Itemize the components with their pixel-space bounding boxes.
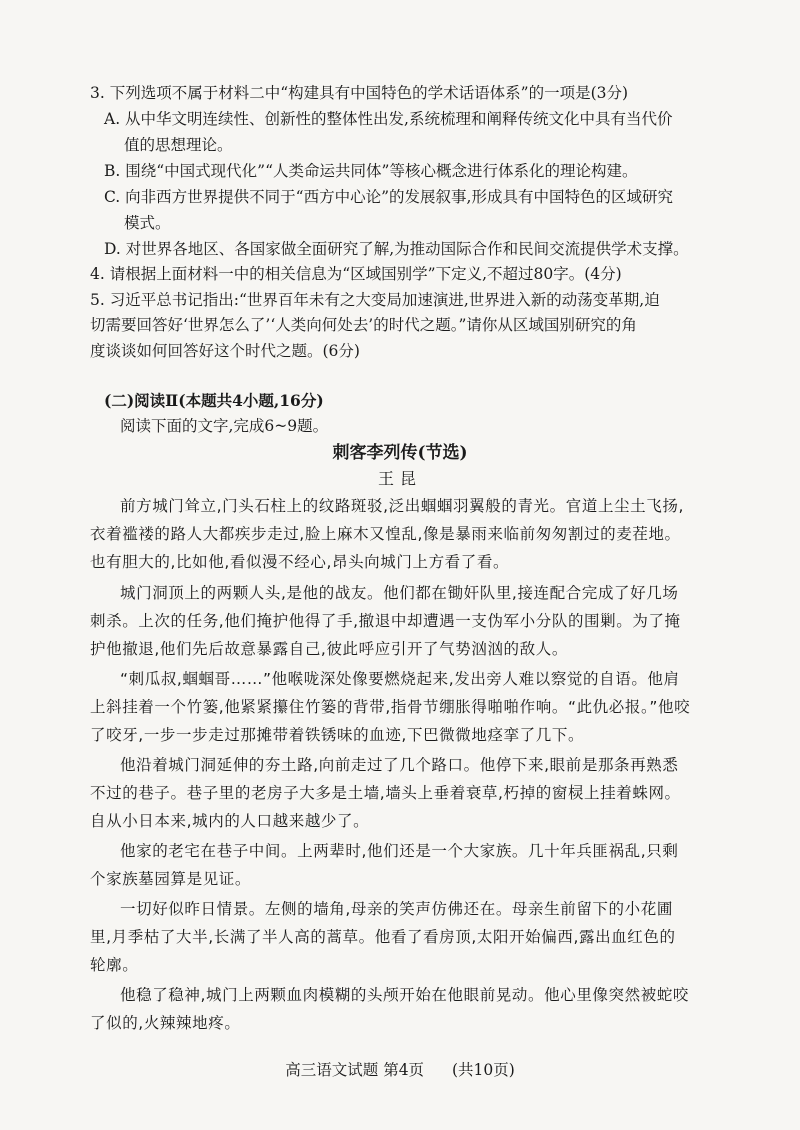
story-line: 城门洞顶上的两颗人头,是他的战友。他们都在锄奸队里,接连配合完成了好几场 <box>120 584 679 602</box>
question-4: 4. 请根据上面材料一中的相关信息为“区域国别学”下定义,不超过80字。(4分) <box>90 265 622 283</box>
story-line: 刺杀。上次的任务,他们掩护他得了手,撤退中却遭遇一支伪军小分队的围剿。为了掩 <box>90 612 681 630</box>
question-3-option-c-cont: 模式。 <box>124 214 171 232</box>
story-line: 个家族墓园算是见证。 <box>90 870 252 888</box>
question-3-stem: 3. 下列选项不属于材料二中“构建具有中国特色的学术话语体系”的一项是(3分) <box>90 84 629 102</box>
question-5-line-3: 度谈谈如何回答好这个时代之题。(6分) <box>90 342 360 360</box>
story-author: 王昆 <box>377 469 422 488</box>
story-line: 他家的老宅在巷子中间。上两辈时,他们还是一个大家族。几十年兵匪祸乱,只剩 <box>120 842 679 860</box>
story-line: 轮廓。 <box>90 956 139 974</box>
question-5-line-2: 切需要回答好‘世界怎么了’‘人类向何处去’的时代之题。”请你从区域国别研究的角 <box>90 316 637 334</box>
question-3-option-b: B. 围绕“中国式现代化”“人类命运共同体”等核心概念进行体系化的理论构建。 <box>104 162 638 180</box>
story-line: 他稳了稳神,城门上两颗血肉模糊的头颅开始在他眼前晃动。他心里像突然被蛇咬 <box>120 986 690 1004</box>
story-line: 自从小日本来,城内的人口越来越少了。 <box>90 812 370 830</box>
page-footer <box>0 1060 800 1080</box>
story-line: 上斜挂着一个竹篓,他紧紧攥住竹篓的背带,指骨节绷胀得啪啪作响。“此仇必报。”他咬 <box>90 698 691 716</box>
story-line: 护他撤退,他们先后故意暴露自己,彼此呼应引开了气势汹汹的敌人。 <box>90 640 568 658</box>
footer-exam-name: 高三语文试题 <box>285 1061 379 1079</box>
footer-total-pages: (共10页) <box>451 1061 515 1079</box>
footer-page-number: 第4页 <box>383 1061 425 1079</box>
section-heading: (二)阅读Ⅱ(本题共4小题,16分) <box>104 391 324 410</box>
story-line: 一切好似昨日情景。左侧的墙角,母亲的笑声仿佛还在。母亲生前留下的小花圃 <box>120 900 673 918</box>
section-instruction: 阅读下面的文字,完成6~9题。 <box>120 417 329 435</box>
story-line: 前方城门耸立,门头石柱上的纹路斑驳,泛出蝈蝈羽翼般的青光。官道上尘土飞扬, <box>120 497 684 515</box>
story-line: 他沿着城门洞延伸的夯土路,向前走过了几个路口。他停下来,眼前是那条再熟悉 <box>120 756 679 774</box>
story-line: 衣着褴褛的路人大都疾步走过,脸上麻木又惶乱,像是暴雨来临前匆匆割过的麦茬地。 <box>90 525 681 543</box>
story-line: 了咬牙,一步一步走过那摊带着铁锈味的血迹,下巴微微地痉挛了几下。 <box>90 726 585 744</box>
question-3-option-d: D. 对世界各地区、各国家做全面研究了解,为推动国际合作和民间交流提供学术支撑。 <box>104 240 689 258</box>
story-line: 不过的巷子。巷子里的老房子大多是土墙,墙头上垂着衰草,朽掉的窗棂上挂着蛛网。 <box>90 784 681 802</box>
question-5-line-1: 5. 习近平总书记指出:“世界百年未有之大变局加速演进,世界进入新的动荡变革期,迫 <box>90 291 660 309</box>
story-line: 里,月季枯了大半,长满了半人高的蒿草。他看了看房顶,太阳开始偏西,露出血红色的 <box>90 928 676 946</box>
story-line: “刺瓜叔,蝈蝈哥……”他喉咙深处像要燃烧起来,发出旁人难以察觉的自语。他肩 <box>120 670 680 688</box>
story-line: 也有胆大的,比如他,看似漫不经心,昂头向城门上方看了看。 <box>90 553 510 571</box>
question-3-option-c: C. 向非西方世界提供不同于“西方中心论”的发展叙事,形成具有中国特色的区域研究 <box>104 188 673 206</box>
story-line: 了似的,火辣辣地疼。 <box>90 1014 241 1032</box>
question-3-option-a: A. 从中华文明连续性、创新性的整体性出发,系统梳理和阐释传统文化中具有当代价 <box>104 110 673 128</box>
story-title: 刺客李列传(节选) <box>332 443 468 463</box>
question-3-option-a-cont: 值的思想理论。 <box>124 136 233 154</box>
